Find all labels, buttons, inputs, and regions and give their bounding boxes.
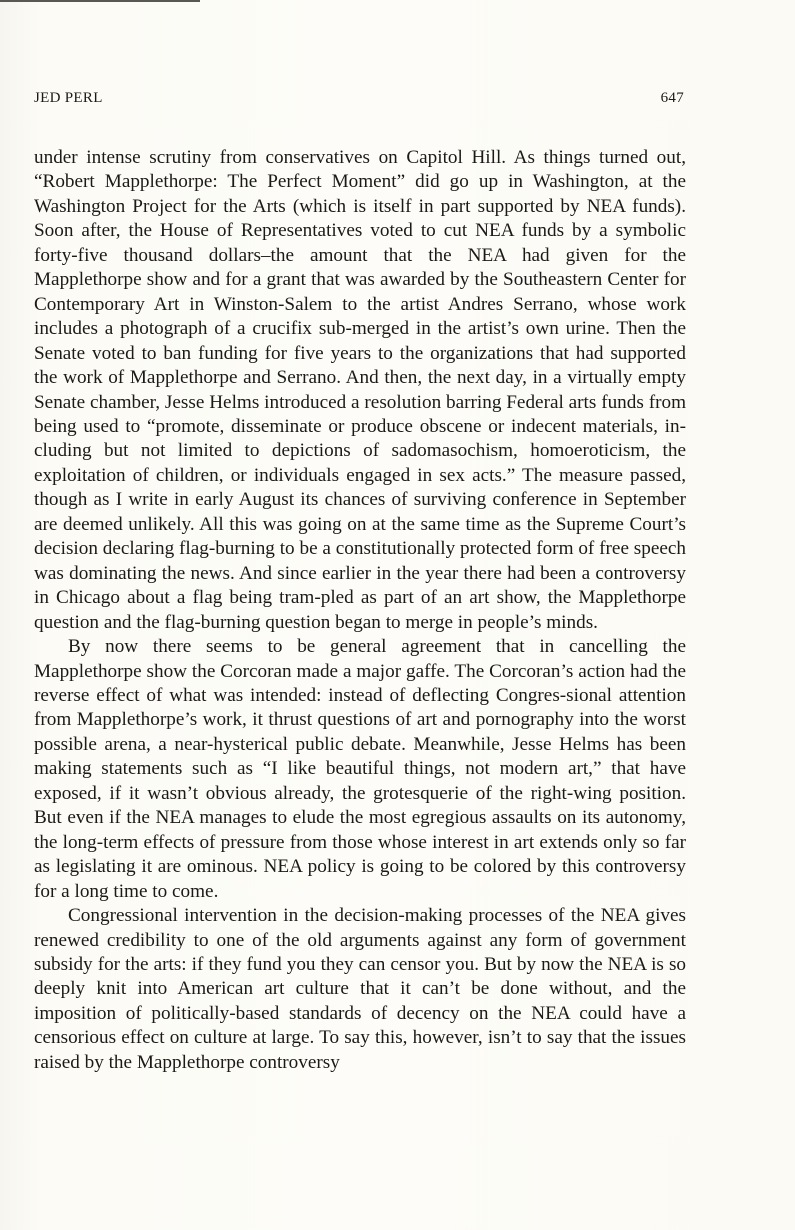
- running-head: [34, 90, 684, 112]
- page-number: 647: [660, 90, 684, 106]
- body-text: [34, 146, 686, 1075]
- paragraph-2: By now there seems to be general agreement that in cancelling the Mapplethorpe show the Corcoran made a major gaffe. The Corcoran’s action had the reverse effect of what was intended: instead of deflecting Congres-sional attention from Mapplethorpe’s work, it thrust questions of art and pornography into the worst possible arena, a near-hysterical public debate. Meanwhile, Jesse Helms has been making statements such as “I like beautiful things, not modern art,” that have exposed, if it wasn’t obvious already, the grotesquerie of the right-wing position. But even if the NEA manages to elude the most egregious assaults on its autonomy, the long-term effects of pressure from those whose interest in art extends only so far as legislating it are ominous. NEA policy is going to be colored by this controversy for a long time to come.: [34, 636, 686, 902]
- running-head-author: JED PERL: [34, 90, 103, 106]
- paragraph-1: under intense scrutiny from conservatives on Capitol Hill. As things turned out, “Robert Mapplethorpe: The Perfect Moment” did go up in Washington, at the Washington Project for the Arts (which is itself in part supported by NEA funds). Soon after, the House of Representatives voted to cut NEA funds by a symbolic forty-five thousand dollars–the amount that the NEA had given for the Mapplethorpe show and for a grant that was awarded by the Southeastern Center for Contemporary Art in Winston-Salem to the artist Andres Serrano, whose work includes a photograph of a crucifix sub-merged in the artist’s own urine. Then the Senate voted to ban funding for five years to the organizations that had supported the work of Mapplethorpe and Serrano. And then, the next day, in a virtually empty Senate chamber, Jesse Helms introduced a resolution barring Federal arts funds from being used to “promote, disseminate or produce obscene or indecent materials, in-cluding but not limited to depictions of sadomasochism, homoeroticism, the exploitation of children, or individuals engaged in sex acts.” The measure passed, though as I write in early August its chances of surviving conference in September are deemed unlikely. All this was going on at the same time as the Supreme Court’s decision declaring flag-burning to be a constitutionally protected form of free speech was dominating the news. And since earlier in the year there had been a controversy in Chicago about a flag being tram-pled as part of an art show, the Mapplethorpe question and the flag-burning question began to merge in people’s minds.: [34, 147, 686, 633]
- paragraph-3: Congressional intervention in the decision-making processes of the NEA gives renewed credibility to one of the old arguments against any form of government subsidy for the arts: if they fund you they can censor you. But by now the NEA is so deeply knit into American art culture that it can’t be done without, and the imposition of politically-based standards of decency on the NEA could have a censorious effect on culture at large. To say this, however, isn’t to say that the issues raised by the Mapplethorpe controversy: [34, 905, 686, 1073]
- scan-edge-line: [0, 0, 200, 2]
